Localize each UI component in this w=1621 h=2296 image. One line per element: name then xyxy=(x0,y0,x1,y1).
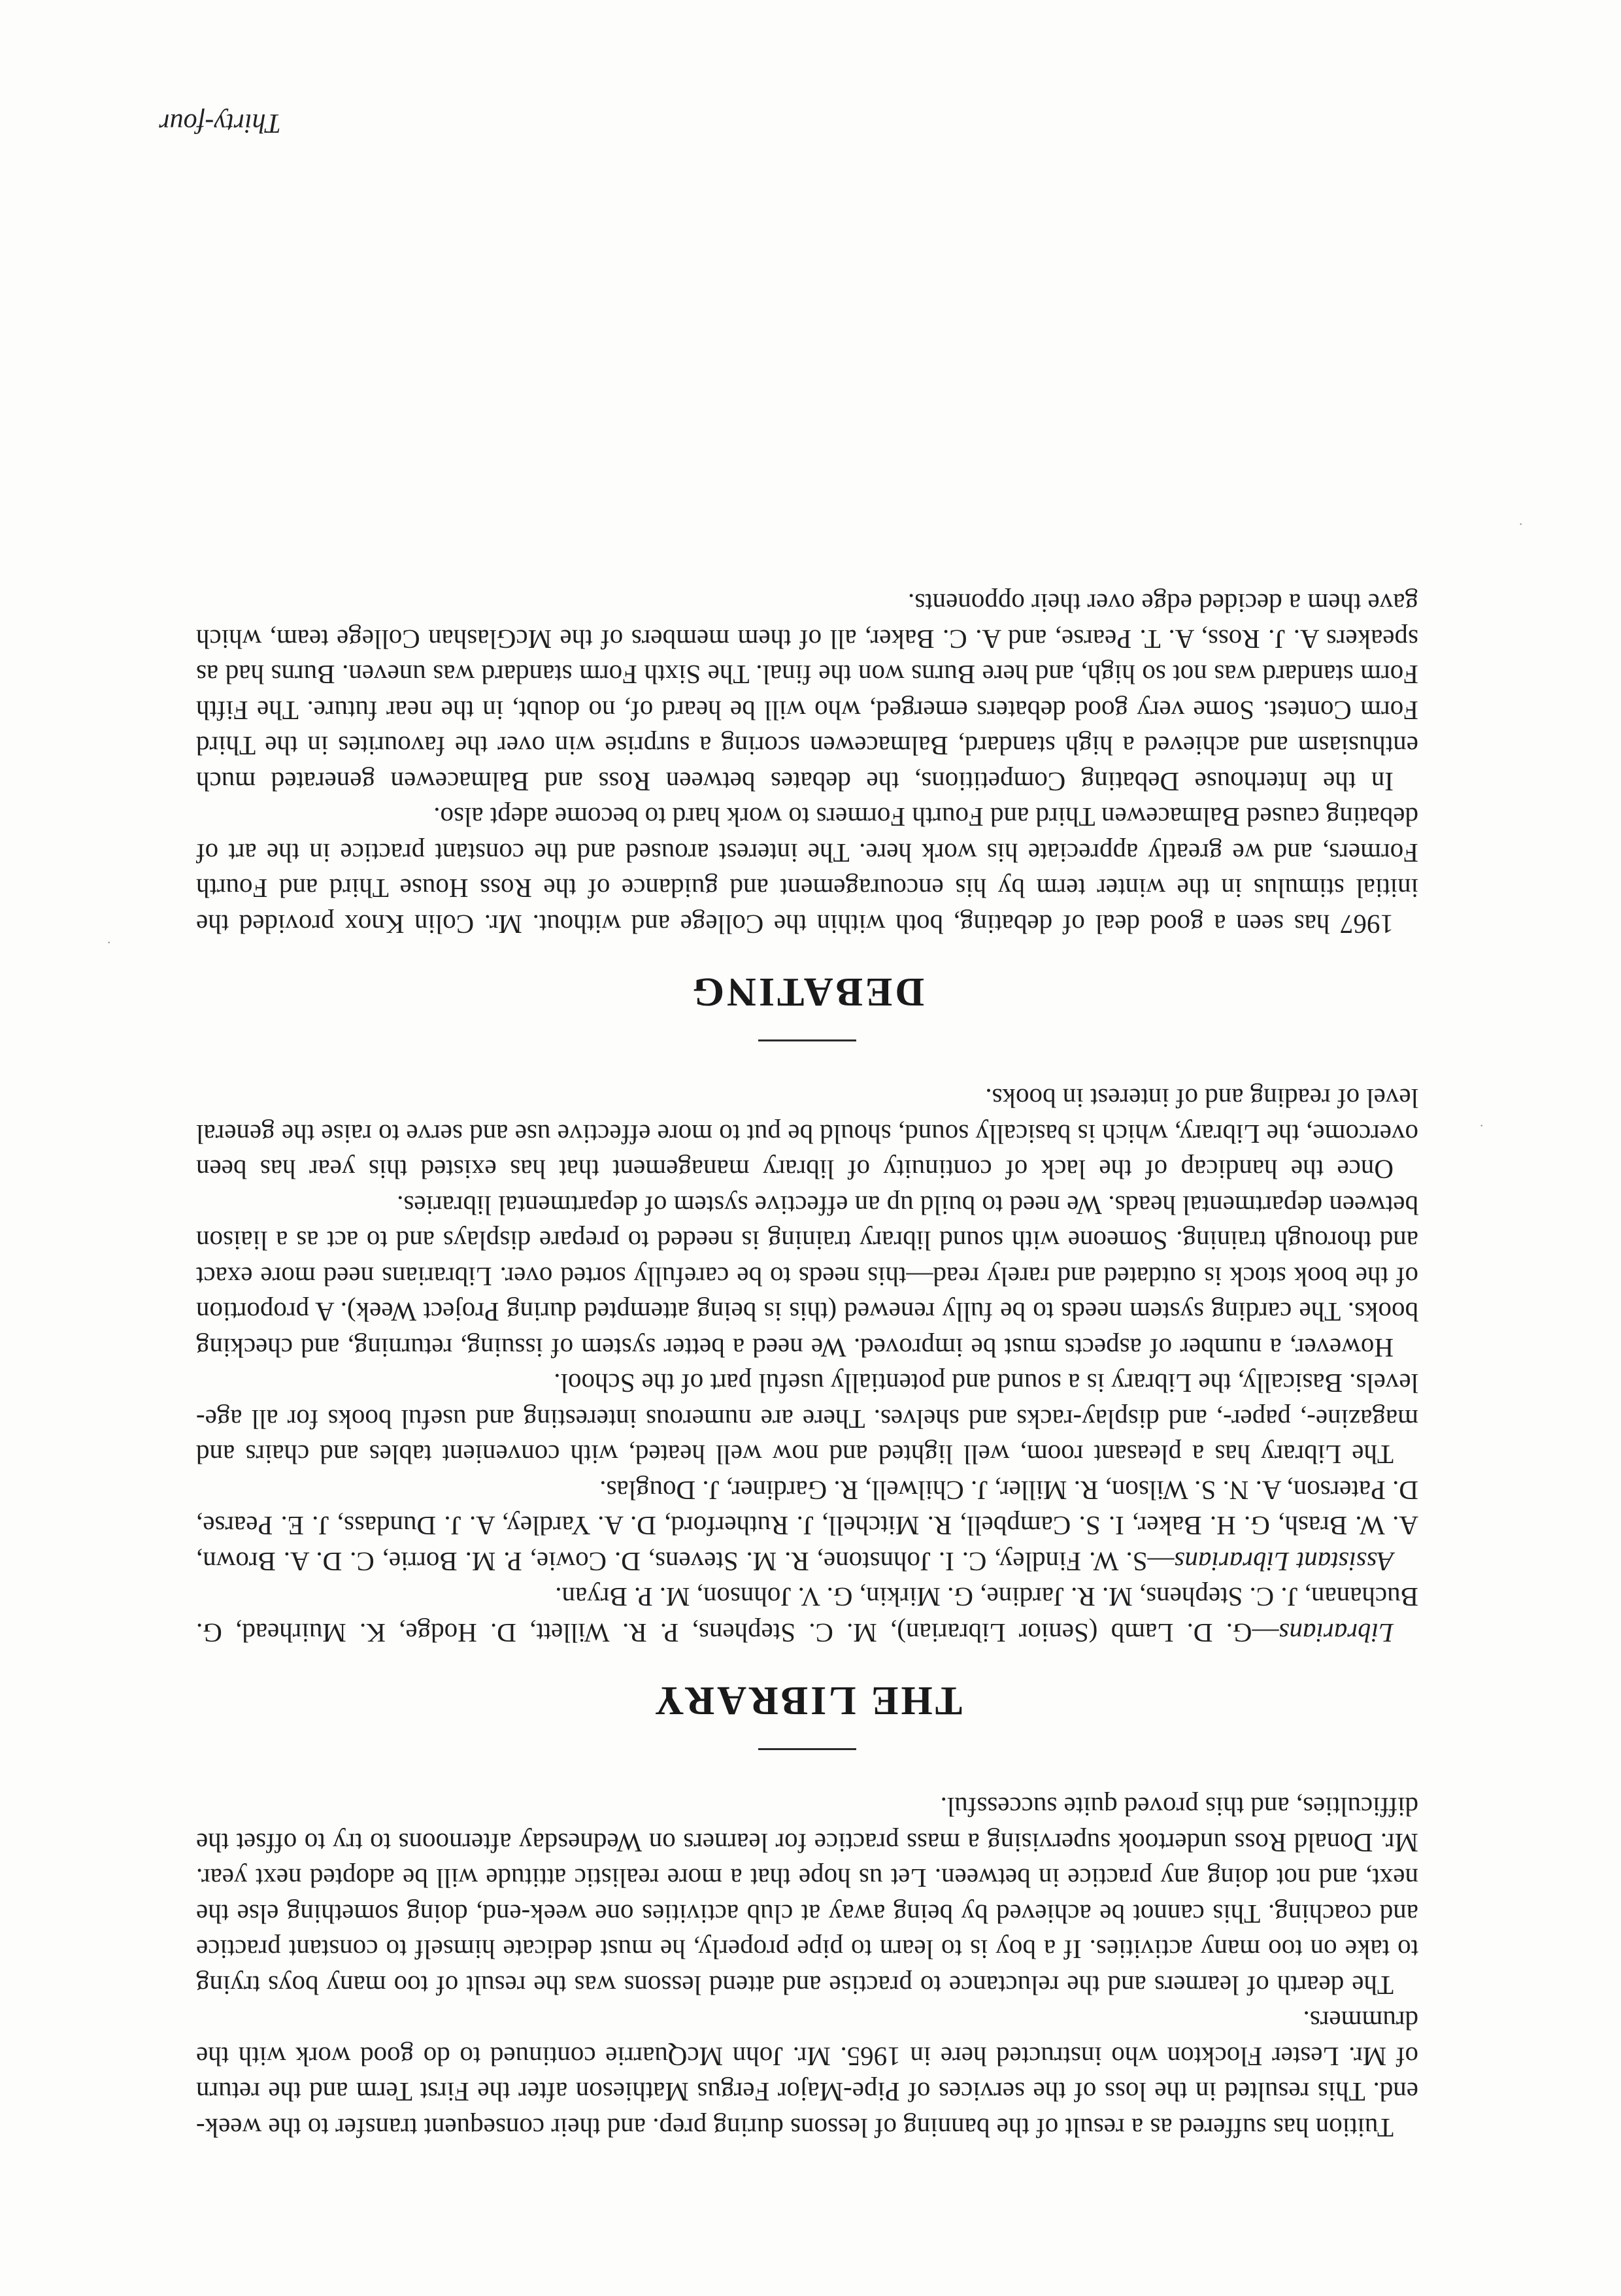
debating-heading: DEBATING xyxy=(690,970,925,1014)
librarians-names: —G. D. Lamb (Senior Librarian), M. C. Stephens, P. R. Willett, D. Hodge, K. Muirhead, G. Buchanan, J. C. Stephens, M. R. Jardine, G. Mirkin, G. V. Johnson, M. P. Bryan. xyxy=(196,1582,1418,1648)
scan-speck: · xyxy=(1479,1118,1484,1132)
library-paragraph-1: The Library has a pleasant room, well lighted and now well heated, with convenient tables and chairs and magazine-, paper-, and display-racks and shelves. There are numerous interesting and useful books for all age-levels. Basically, the Library is a sound and potentially useful part of the School. xyxy=(196,1368,1418,1470)
library-section xyxy=(196,1081,1418,1723)
debating-paragraph-2: In the Interhouse Debating Competitions, the debates between Ross and Balmacewen generated much enthusiasm and achieved a high standard, Balmacewen scoring a surprise win over the favourites in the Third Form Contest. Some very good debaters emerged, who will be heard of, no doubt, in the near future. The Fifth Form standard was not so high, and here Burns won the final. The Sixth Form standard was uneven. Burns had as speakers A. J. Ross, A. T. Pearse, and A. C. Baker, all of them members of the McGlashan College team, which gave them a decided edge over their opponents. xyxy=(196,588,1418,797)
scan-speck: · xyxy=(1518,516,1523,531)
assistant-librarians-role-label: Assistant Librarians xyxy=(1174,1547,1394,1577)
music-paragraph-1: Tuition has suffered as a result of the banning of lessons during prep. and their consequent transfer to the week-end. This resulted in the loss of the services of Pipe-Major Fergus Mathieson after the First Term and the return of Mr. Lester Flockton who instructed here in 1965. Mr. John McQuarrie continued to do good work with the drummers. xyxy=(196,2006,1418,2143)
section-divider xyxy=(758,1748,856,1750)
section-divider xyxy=(758,1039,856,1041)
library-paragraph-2: However, a number of aspects must be improved. We need a better system of issuing, returning, and checking books. The carding system needs to be fully renewed (this is being attempted during Project Week). A proportion of the book stock is outdated and rarely read—this needs to be carefully sorted over. Librarians need more exact and thorough training. Someone with sound library training is needed to prepare displays and to act as a liaison between departmental heads. We need to build up an effective system of departmental libraries. xyxy=(196,1190,1418,1363)
assistant-librarians-list xyxy=(196,1473,1418,1580)
librarians-role-label: Librarians xyxy=(1278,1618,1394,1648)
debating-paragraph-1: 1967 has seen a good deal of debating, both within the College and without. Mr. Colin Knox provided the initial stimulus in the winter term by his encouragement and guidance of the Ross House Third and Fourth Formers, and we greatly appreciate his work here. The interest aroused and the constant practice in the art of debating caused Balmacewen Third and Fourth Formers to work hard to become adept also. xyxy=(196,802,1418,939)
music-paragraph-2: The dearth of learners and the reluctance to practise and attend lessons was the result of too many boys trying to take on too many activities. If a boy is to learn to pipe properly, he must dedicate himself to constant practice and coaching. This cannot be achieved by being away at club activities one week-end, doing something else the next, and not doing any practice in between. Let us hope that a more realistic attitude will be adopted next year. Mr. Donald Ross undertook supervising a mass practice for learners on Wednesday afternoons to try to offset the difficulties, and this proved quite successful. xyxy=(196,1792,1418,2001)
page-number: Thirty-four xyxy=(159,108,281,138)
music-section xyxy=(196,1789,1418,2146)
assistant-librarians-names: —S. W. Findley, C. I. Johnstone, R. M. Stevens, D. Cowie, P. M. Borrie, C. D. A. Brown, A. W. Brash, G. H. Baker, I. S. Campbell, R. Mitchell, J. Rutherford, D. A. Yardley, A. J. Dundass, J. E. Pearse, D. Paterson, A. N. S. Wilson, R. Miller, J. Chilwell, R. Gardiner, J. Douglas. xyxy=(196,1476,1418,1577)
library-paragraph-3: Once the handicap of the lack of continuity of library management that has existed this year has been overcome, the Library, which is basically sound, should be put to more effective use and serve to raise the general level of reading and of interest in books. xyxy=(196,1083,1418,1185)
library-heading: THE LIBRARY xyxy=(652,1678,963,1723)
page-content xyxy=(196,586,1418,2146)
scan-speck: · xyxy=(107,935,111,949)
librarians-list xyxy=(196,1579,1418,1651)
debating-section xyxy=(196,586,1418,1015)
